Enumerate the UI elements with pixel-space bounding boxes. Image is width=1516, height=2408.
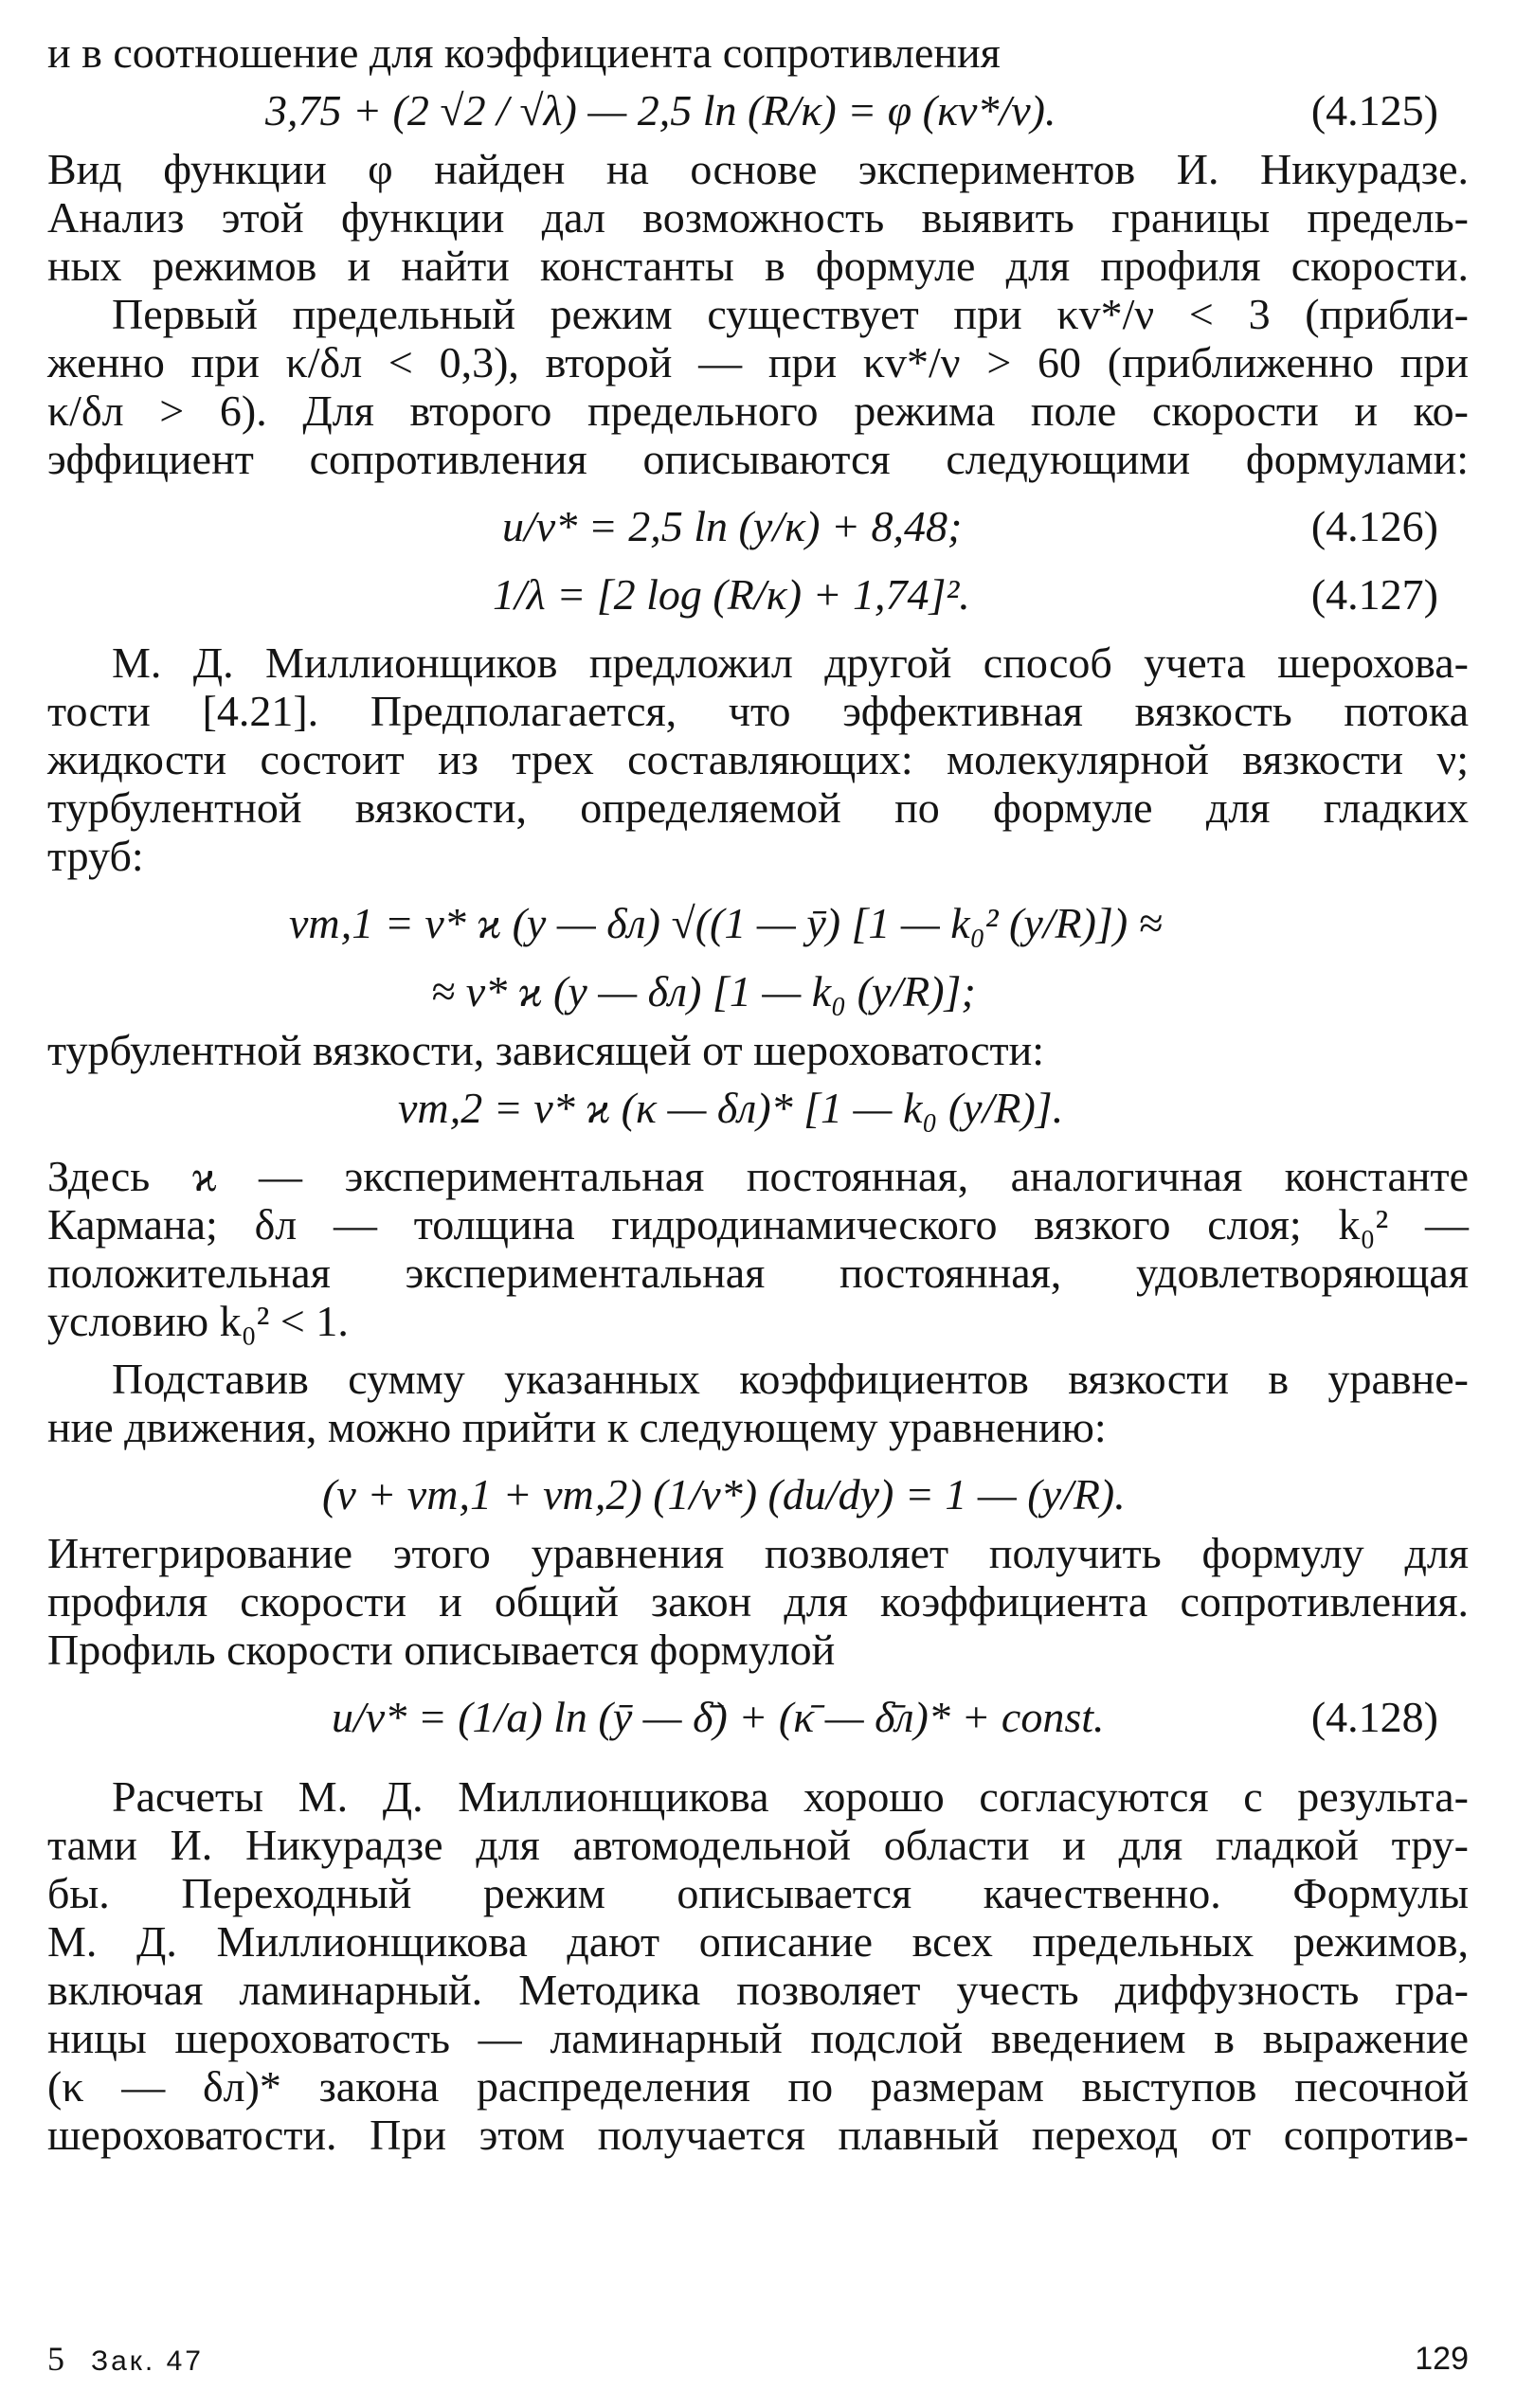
text-line: шероховатости. При этом получается плавный переход от сопротив- — [47, 2111, 1469, 2159]
paragraph-roughness-viscosity — [47, 1026, 1469, 1074]
paragraph-intro — [47, 28, 1469, 77]
text-line: турбулентной вязкости, определяемой по формуле для гладких — [47, 783, 1469, 832]
text-line: κ/δл > 6). Для второго предельного режима поле скорости и ко- — [47, 386, 1469, 435]
equation-nu-t2 — [47, 1074, 1469, 1142]
page-number: 129 — [1415, 2341, 1469, 2377]
text-line: Профиль скорости описывается формулой — [47, 1626, 836, 1674]
text-line: женно при κ/δл < 0,3), второй — при κv*/ν > 60 (приближенно при — [47, 338, 1469, 386]
equation-expression: 3,75 + (2 √2 / √λ) — 2,5 ln (R/κ) = φ (κv*/ν). — [265, 86, 1056, 135]
equation-number: (4.128) — [1310, 1693, 1438, 1741]
text-line: условию k₀² < 1. — [47, 1297, 349, 1345]
equation-number: (4.127) — [1310, 570, 1438, 619]
equation-4-127 — [47, 561, 1469, 629]
paragraph-millionshchikov — [47, 638, 1469, 880]
signature-order: Зак. 47 — [91, 2345, 204, 2377]
paragraph-integration — [47, 1529, 1469, 1674]
text-line: ных режимов и найти константы в формуле для профиля скорости. — [47, 242, 1469, 290]
paragraph-function-phi — [47, 145, 1469, 290]
text-line: тами И. Никурадзе для автомодельной области и для гладкой тру- — [47, 1821, 1469, 1869]
equation-expression: 1/λ = [2 log (R/κ) + 1,74]². — [493, 570, 970, 619]
text-line: Кармана; δл — толщина гидродинамического вязкого слоя; k₀² — — [47, 1200, 1469, 1249]
equation-expression: νт,2 = v* ϰ (κ — δл)* [1 — k₀ (y/R)]. — [398, 1084, 1064, 1132]
printer-signature — [47, 2335, 204, 2385]
page-footer — [47, 2335, 1469, 2382]
equation-expression: νт,1 = v* ϰ (y — δл) √((1 — ȳ) [1 — k₀² (y/R)]) ≈ — [289, 899, 1163, 947]
signature-number: 5 — [47, 2340, 64, 2378]
text-line: Интегрирование этого уравнения позволяет получить формулу для — [47, 1529, 1469, 1577]
equation-4-128 — [47, 1683, 1469, 1752]
text-line: Подставив сумму указанных коэффициентов вязкости в уравне- — [112, 1355, 1469, 1403]
text-line: ницы шероховатость — ламинарный подслой введением в выражение — [47, 2014, 1469, 2062]
text-line: Здесь ϰ — экспериментальная постоянная, аналогичная константе — [47, 1152, 1469, 1200]
text-line: ние движения, можно прийти к следующему уравнению: — [47, 1403, 1107, 1451]
text-line: М. Д. Миллионщиков предложил другой способ учета шерохова- — [112, 638, 1469, 687]
text-line: профиля скорости и общий закон для коэффициента сопротивления. — [47, 1577, 1469, 1626]
equation-motion — [47, 1461, 1469, 1529]
equation-number: (4.125) — [1310, 86, 1438, 135]
text-line: тости [4.21]. Предполагается, что эффективная вязкость потока — [47, 687, 1469, 735]
text-line: М. Д. Миллионщикова дают описание всех предельных режимов, — [47, 1917, 1469, 1966]
equation-expression: ≈ v* ϰ (y — δл) [1 — k₀ (y/R)]; — [431, 967, 976, 1015]
text-line: турбулентной вязкости, зависящей от шероховатости: — [47, 1026, 1044, 1074]
text-line: жидкости состоит из трех составляющих: молекулярной вязкости ν; — [47, 735, 1469, 783]
paragraph-substitution — [47, 1355, 1469, 1451]
text-line: положительная экспериментальная постоянная, удовлетворяющая — [47, 1249, 1469, 1297]
equation-nu-t1-line2 — [47, 958, 1469, 1026]
equation-expression: u/v* = (1/a) ln (ȳ — δ̄) + (κ̄ — δ̄л)* + const. — [332, 1693, 1105, 1741]
text-line: Расчеты М. Д. Миллионщикова хорошо согласуются с результа- — [112, 1772, 1469, 1821]
text-line: бы. Переходный режим описывается качественно. Формулы — [47, 1869, 1469, 1917]
text-line: (κ — δл)* закона распределения по размерам выступов песочной — [47, 2062, 1469, 2111]
paragraph-regimes — [47, 290, 1469, 483]
text-line: Вид функции φ найден на основе экспериментов И. Никурадзе. — [47, 145, 1469, 193]
text-line: Первый предельный режим существует при κv*/ν < 3 (прибли- — [112, 290, 1469, 338]
paragraph-calculations — [47, 1772, 1469, 2159]
text-line: Анализ этой функции дал возможность выявить границы предель- — [47, 193, 1469, 242]
text-line: и в соотношение для коэффициента сопротивления — [47, 28, 1001, 77]
equation-expression: (ν + νт,1 + νт,2) (1/v*) (du/dy) = 1 — (y/R). — [322, 1470, 1126, 1518]
text-line: включая ламинарный. Методика позволяет учесть диффузность гра- — [47, 1966, 1469, 2014]
equation-number: (4.126) — [1310, 502, 1438, 550]
equation-expression: u/v* = 2,5 ln (y/κ) + 8,48; — [502, 502, 963, 550]
equation-nu-t1-line1 — [47, 890, 1469, 958]
equation-4-126 — [47, 493, 1469, 561]
text-line: труб: — [47, 832, 144, 880]
paragraph-definitions — [47, 1152, 1469, 1345]
text-line: эффициент сопротивления описываются следующими формулами: — [47, 435, 1469, 483]
equation-4-125 — [47, 77, 1469, 145]
